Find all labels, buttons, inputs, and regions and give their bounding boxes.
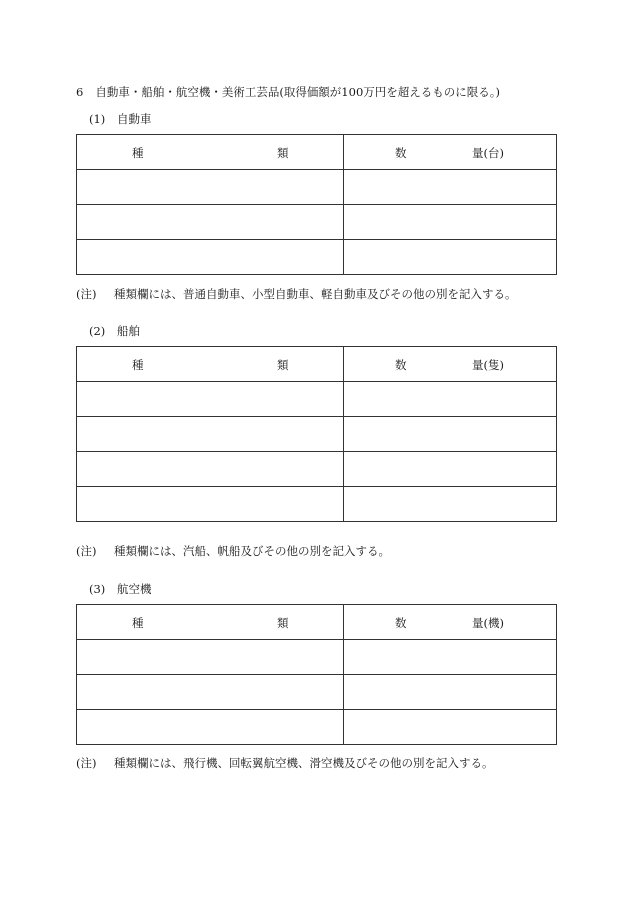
table-row xyxy=(77,417,557,452)
section-heading xyxy=(76,84,500,100)
note-text: 種類欄には、普通自動車、小型自動車、軽自動車及びその他の別を記入する。 xyxy=(114,287,517,301)
type-input-cell[interactable] xyxy=(77,170,344,205)
quantity-input-cell[interactable] xyxy=(344,382,557,417)
subsection-number: (2) xyxy=(89,324,106,338)
quantity-input-cell[interactable] xyxy=(344,205,557,240)
type-input-cell[interactable] xyxy=(77,205,344,240)
ships-table xyxy=(76,346,557,522)
header-quantity-cell xyxy=(344,605,557,640)
header-type-char2: 類 xyxy=(277,146,289,160)
note-text: 種類欄には、汽船、帆船及びその他の別を記入する。 xyxy=(114,544,390,558)
header-quantity-unit: 量(台) xyxy=(472,146,504,160)
ships-note xyxy=(76,543,390,559)
header-quantity-char1: 数 xyxy=(395,616,407,630)
table-header-row xyxy=(77,605,557,640)
header-quantity-char1: 数 xyxy=(395,358,407,372)
type-input-cell[interactable] xyxy=(77,452,344,487)
quantity-input-cell[interactable] xyxy=(344,675,557,710)
quantity-input-cell[interactable] xyxy=(344,452,557,487)
header-quantity-char1: 数 xyxy=(395,146,407,160)
type-input-cell[interactable] xyxy=(77,382,344,417)
vehicles-table xyxy=(76,134,557,275)
note-text: 種類欄には、飛行機、回転翼航空機、滑空機及びその他の別を記入する。 xyxy=(114,756,494,770)
table-row xyxy=(77,640,557,675)
header-type-cell xyxy=(77,135,344,170)
table-header-row xyxy=(77,347,557,382)
header-type-char1: 種 xyxy=(132,358,144,372)
header-type-char2: 類 xyxy=(277,616,289,630)
header-quantity-cell xyxy=(344,347,557,382)
vehicles-note xyxy=(76,286,517,302)
table-row xyxy=(77,382,557,417)
type-input-cell[interactable] xyxy=(77,675,344,710)
header-quantity-unit: 量(機) xyxy=(472,616,504,630)
type-input-cell[interactable] xyxy=(77,487,344,522)
quantity-input-cell[interactable] xyxy=(344,487,557,522)
subsection-title-ships xyxy=(89,323,140,339)
heading-text: 自動車・船舶・航空機・美術工芸品(取得価額が100万円を超えるものに限る。) xyxy=(95,85,500,99)
note-label: (注) xyxy=(76,756,97,770)
type-input-cell[interactable] xyxy=(77,417,344,452)
aircraft-note xyxy=(76,755,494,771)
table-row xyxy=(77,240,557,275)
subsection-number: (1) xyxy=(89,112,106,126)
quantity-input-cell[interactable] xyxy=(344,710,557,745)
subsection-label: 航空機 xyxy=(117,582,152,596)
type-input-cell[interactable] xyxy=(77,640,344,675)
table-row xyxy=(77,170,557,205)
subsection-title-aircraft xyxy=(89,581,152,597)
subsection-number: (3) xyxy=(89,582,106,596)
header-quantity-cell xyxy=(344,135,557,170)
type-input-cell[interactable] xyxy=(77,240,344,275)
quantity-input-cell[interactable] xyxy=(344,170,557,205)
note-label: (注) xyxy=(76,287,97,301)
table-row xyxy=(77,710,557,745)
header-quantity-unit: 量(隻) xyxy=(472,358,504,372)
note-label: (注) xyxy=(76,544,97,558)
header-type-char2: 類 xyxy=(277,358,289,372)
table-row xyxy=(77,675,557,710)
table-row xyxy=(77,452,557,487)
quantity-input-cell[interactable] xyxy=(344,417,557,452)
heading-number: 6 xyxy=(76,85,84,99)
header-type-cell xyxy=(77,347,344,382)
table-row xyxy=(77,487,557,522)
header-type-char1: 種 xyxy=(132,146,144,160)
quantity-input-cell[interactable] xyxy=(344,240,557,275)
subsection-label: 自動車 xyxy=(117,112,152,126)
quantity-input-cell[interactable] xyxy=(344,640,557,675)
header-type-cell xyxy=(77,605,344,640)
type-input-cell[interactable] xyxy=(77,710,344,745)
aircraft-table xyxy=(76,604,557,745)
subsection-label: 船舶 xyxy=(117,324,140,338)
subsection-title-vehicles xyxy=(89,111,152,127)
table-header-row xyxy=(77,135,557,170)
table-row xyxy=(77,205,557,240)
header-type-char1: 種 xyxy=(132,616,144,630)
